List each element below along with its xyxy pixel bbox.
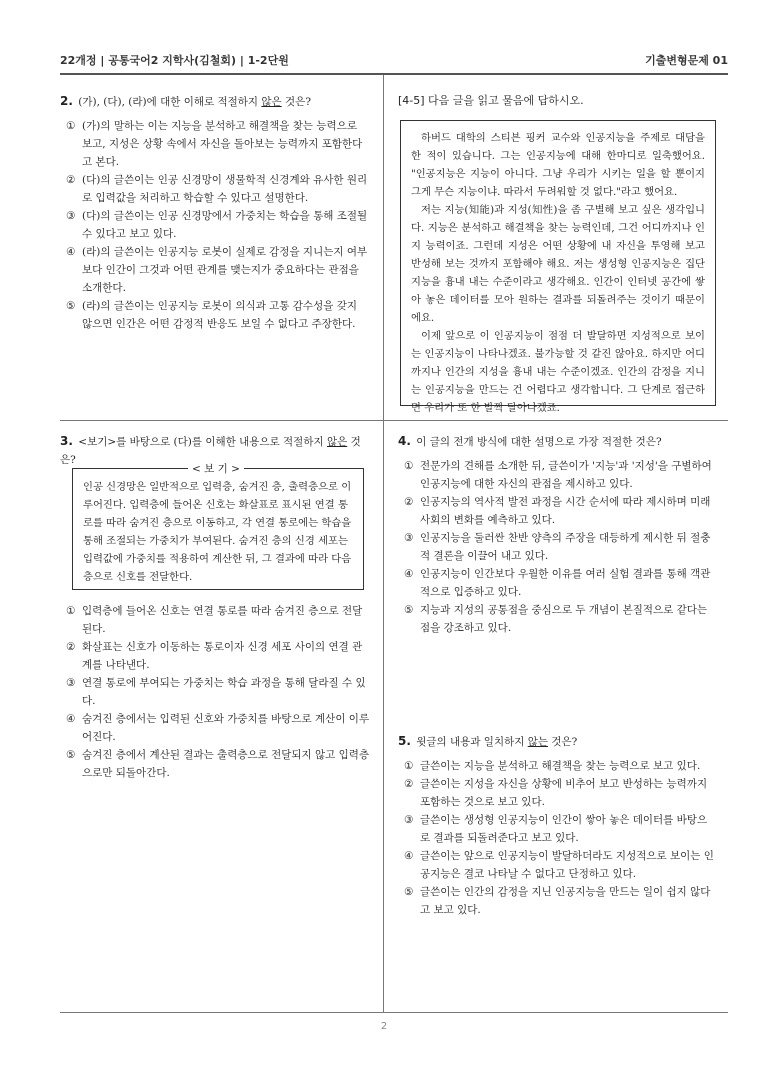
question-number: 4. xyxy=(398,434,411,448)
choice-text: (라)의 글쓴이는 인공지능 로봇이 실제로 감정을 지니는지 여부보다 인간이 그것과 어떤 관계를 맺는지가 중요하다는 관점을 소개한다. xyxy=(82,246,368,294)
answer-choice[interactable] xyxy=(398,757,716,775)
passage-paragraph: 이제 앞으로 이 인공지능이 점점 더 발달하면 지성적으로 보이는 인공지능이 나타나겠죠. 불가능할 것 같진 않아요. 하지만 어디까지나 인간의 지성을 흉내 내는 수준이겠죠. 인간의 감정을 지니는 인공지능을 만드는 건 어렵다고 생각합니다. 그 단계로 접근하면 우리가 또 한 발짝 달아나겠죠. xyxy=(411,330,705,414)
row-divider xyxy=(60,420,728,421)
answer-choice[interactable] xyxy=(398,811,716,847)
answer-choice[interactable] xyxy=(60,602,370,638)
question-number: 5. xyxy=(398,734,411,748)
choice-list xyxy=(398,757,716,919)
choice-number: ① xyxy=(404,760,414,772)
choice-list xyxy=(398,457,716,637)
question-number: 3. xyxy=(60,434,73,448)
choice-text: 인공지능의 역사적 발전 과정을 시간 순서에 따라 제시하며 미래 사회의 변화를 예측하고 있다. xyxy=(420,496,711,526)
choice-number: ⑤ xyxy=(404,604,414,616)
header-title: 기출변형문제 01 xyxy=(645,54,728,67)
choice-text: 글쓴이는 인간의 감정을 지닌 인공지능을 만드는 일이 쉽지 않다고 보고 있다. xyxy=(420,886,711,916)
question-3-choices xyxy=(60,602,370,782)
page-number: 2 xyxy=(380,1021,388,1032)
choice-number: ② xyxy=(404,496,414,508)
footer-rule xyxy=(60,1012,728,1013)
reading-passage xyxy=(400,120,716,414)
passage-intro: [4-5] 다음 글을 읽고 물음에 답하시오. xyxy=(398,94,584,107)
choice-list xyxy=(60,602,370,782)
choice-number: ④ xyxy=(66,713,76,725)
answer-choice[interactable] xyxy=(398,847,716,883)
choice-number: ② xyxy=(66,641,76,653)
choice-number: ① xyxy=(404,460,414,472)
answer-choice[interactable] xyxy=(60,243,370,297)
choice-text: 입력층에 들어온 신호는 연결 통로를 따라 숨겨진 층으로 전달된다. xyxy=(82,605,363,635)
choice-text: 숨겨진 층에서 계산된 결과는 출력층으로 전달되지 않고 입력층으로만 되돌아간다. xyxy=(82,749,370,779)
question-3: 3. <보기>를 바탕으로 (다)를 이해한 내용으로 적절하지 않은 것은? xyxy=(60,434,361,466)
choice-number: ③ xyxy=(66,210,76,222)
bogi-text: 인공 신경망은 일반적으로 입력층, 숨겨진 층, 출력층으로 이루어진다. 입력층에 들어온 신호는 화살표로 표시된 연결 통로를 따라 숨겨진 층으로 이동하고, 각 연결 통로에는 학습을 통해 조절되는 가중치가 부여된다. 숨겨진 층의 신경 세포는 입력값에 가중치를 적용하여 계산한 뒤, 그 결과에 따라 다음 층으로 신호를 전달한다. xyxy=(83,481,352,583)
choice-list xyxy=(60,117,370,333)
passage-paragraph: 하버드 대학의 스티븐 핑커 교수와 인공지능을 주제로 대담을 한 적이 있습니다. 그는 인공지능에 대해 한마디로 일축했어요. "인공지능은 지능이 아니다. 그냥 우리가 시키는 일을 할 뿐이지 그게 무슨 지능이냐. 따라서 두려워할 것 없다."라고 했어요. xyxy=(411,132,705,198)
answer-choice[interactable] xyxy=(398,775,716,811)
choice-text: (다)의 글쓴이는 인공 신경망이 생물학적 신경계와 유사한 원리로 입력값을 처리하고 학습할 수 있다고 설명한다. xyxy=(82,174,368,204)
choice-text: 화살표는 신호가 이동하는 통로이자 신경 세포 사이의 연결 관계를 나타낸다. xyxy=(82,641,363,671)
choice-text: (다)의 글쓴이는 인공 신경망에서 가중치는 학습을 통해 조절될 수 있다고 보고 있다. xyxy=(82,210,368,240)
choice-text: (가)의 말하는 이는 지능을 분석하고 해결책을 찾는 능력으로 보고, 지성은 상황 속에서 자신을 돌아보는 능력까지 포함한다고 본다. xyxy=(82,120,363,168)
bogi-box xyxy=(72,463,364,590)
choice-text: 숨겨진 층에서는 입력된 신호와 가중치를 바탕으로 계산이 이루어진다. xyxy=(82,713,370,743)
passage-paragraph: 저는 지능(知能)과 지성(知性)을 좀 구별해 보고 싶은 생각입니다. 지능은 분석하고 해결책을 찾는 능력인데, 그건 어디까지나 인지 능력이죠. 그런데 지성은 어떤 상황에 내 자신을 투영해 보고 반성해 보는 것까지 포함해야 해요. 저는 생성형 인공지능은 집단 지능을 흉내 내는 수준이라고 생각해요. 인간이 인터넷 공간에 쌓아 놓은 데이터를 모아 원하는 결과를 되돌려주는 것이기 때문이에요. xyxy=(411,204,705,324)
choice-text: 인공지능이 인간보다 우월한 이유를 여러 실험 결과를 통해 객관적으로 입증하고 있다. xyxy=(420,568,711,598)
answer-choice[interactable] xyxy=(398,601,716,637)
choice-number: ② xyxy=(66,174,76,186)
header-course: 22개정 | 공통국어2 지학사(김철회) | 1-2단원 xyxy=(60,54,289,67)
choice-number: ① xyxy=(66,605,76,617)
choice-number: ① xyxy=(66,120,76,132)
choice-number: ② xyxy=(404,778,414,790)
choice-number: ③ xyxy=(404,814,414,826)
answer-choice[interactable] xyxy=(60,171,370,207)
choice-number: ④ xyxy=(66,246,76,258)
answer-choice[interactable] xyxy=(60,638,370,674)
answer-choice[interactable] xyxy=(398,565,716,601)
question-5: 5. 윗글의 내용과 일치하지 않는 것은? ① 글쓴이는 지능을 분석하고 해결책을 찾는 능력으로 보고 있다. ② 글쓴이는 지성을 자신을 상황에 비추어 보고 반성하는 능력까지 포함하는 것으로 보고 있다. ③ 글쓴이는 생성형 인공지능이 인간이 쌓아 놓은 데이터를 바탕으로 결과를 되돌려준다고 보고 있다. ④ 글쓴이는 앞으로 인공지능이 발달하더라도 지성적으로 보이는 인공지능은 결코 나타날 수 없다고 단정하고 있다. ⑤ 글쓴이는 인간의 감정을 지닌 인공지능을 만드는 일이 쉽지 않다고 보고 있다. xyxy=(398,732,716,919)
choice-number: ④ xyxy=(404,568,414,580)
choice-text: 글쓴이는 앞으로 인공지능이 발달하더라도 지성적으로 보이는 인공지능은 결코 나타날 수 없다고 단정하고 있다. xyxy=(420,850,714,880)
answer-choice[interactable] xyxy=(398,493,716,529)
question-2: 2. (가), (다), (라)에 대한 이해로 적절하지 않은 것은? ① (가)의 말하는 이는 지능을 분석하고 해결책을 찾는 능력으로 보고, 지성은 상황 속에서 자신을 돌아보는 능력까지 포함한다고 본다. ② (다)의 글쓴이는 인공 신경망이 생물학적 신경계와 유사한 원리로 입력값을 처리하고 학습할 수 있다고 설명한다. ③ (다)의 글쓴이는 인공 신경망에서 가중치는 학습을 통해 조절될 수 있다고 보고 있다. ④ (라)의 글쓴이는 인공지능 로봇이 실제로 감정을 지니는지 여부보다 인간이 그것과 어떤 관계를 맺는지가 중요하다는 관점을 소개한다. ⑤ (라)의 글쓴이는 인공지능 로봇이 의식과 고통 감수성을 갖지 않으면 인간은 어떤 감정적 반응도 보일 수 없다고 주장한다. xyxy=(60,92,370,333)
choice-number: ③ xyxy=(404,532,414,544)
bogi-title: < 보 기 > xyxy=(188,460,244,478)
choice-text: (라)의 글쓴이는 인공지능 로봇이 의식과 고통 감수성을 갖지 않으면 인간은 어떤 감정적 반응도 보일 수 없다고 주장한다. xyxy=(82,300,357,330)
answer-choice[interactable] xyxy=(60,117,370,171)
answer-choice[interactable] xyxy=(398,883,716,919)
choice-number: ⑤ xyxy=(66,749,76,761)
answer-choice[interactable] xyxy=(60,297,370,333)
page-header xyxy=(60,52,728,70)
answer-choice[interactable] xyxy=(60,710,370,746)
choice-text: 글쓴이는 생성형 인공지능이 인간이 쌓아 놓은 데이터를 바탕으로 결과를 되돌려준다고 보고 있다. xyxy=(420,814,708,844)
question-4: 4. 이 글의 전개 방식에 대한 설명으로 가장 적절한 것은? ① 전문가의 견해를 소개한 뒤, 글쓴이가 '지능'과 '지성'을 구별하여 인공지능에 대한 자신의 관점을 제시하고 있다. ② 인공지능의 역사적 발전 과정을 시간 순서에 따라 제시하며 미래 사회의 변화를 예측하고 있다. ③ 인공지능을 둘러싼 찬반 양측의 주장을 대등하게 제시한 뒤 절충적 결론을 이끌어 내고 있다. ④ 인공지능이 인간보다 우월한 이유를 여러 실험 결과를 통해 객관적으로 입증하고 있다. ⑤ 지능과 지성의 공통점을 중심으로 두 개념이 본질적으로 같다는 점을 강조하고 있다. xyxy=(398,432,716,637)
choice-text: 글쓴이는 지성을 자신을 상황에 비추어 보고 반성하는 능력까지 포함하는 것으로 보고 있다. xyxy=(420,778,708,808)
answer-choice[interactable] xyxy=(398,529,716,565)
choice-text: 글쓴이는 지능을 분석하고 해결책을 찾는 능력으로 보고 있다. xyxy=(420,760,701,772)
choice-number: ⑤ xyxy=(66,300,76,312)
header-rule xyxy=(60,73,728,75)
choice-number: ④ xyxy=(404,850,414,862)
choice-text: 지능과 지성의 공통점을 중심으로 두 개념이 본질적으로 같다는 점을 강조하고 있다. xyxy=(420,604,708,634)
choice-text: 인공지능을 둘러싼 찬반 양측의 주장을 대등하게 제시한 뒤 절충적 결론을 이끌어 내고 있다. xyxy=(420,532,711,562)
answer-choice[interactable] xyxy=(398,457,716,493)
answer-choice[interactable] xyxy=(60,207,370,243)
question-number: 2. xyxy=(60,94,73,108)
choice-number: ⑤ xyxy=(404,886,414,898)
choice-number: ③ xyxy=(66,677,76,689)
choice-text: 전문가의 견해를 소개한 뒤, 글쓴이가 '지능'과 '지성'을 구별하여 인공지능에 대한 자신의 관점을 제시하고 있다. xyxy=(420,460,712,490)
choice-text: 연결 통로에 부여되는 가중치는 학습 과정을 통해 달라질 수 있다. xyxy=(82,677,366,707)
column-divider xyxy=(383,75,384,1012)
answer-choice[interactable] xyxy=(60,746,370,782)
answer-choice[interactable] xyxy=(60,674,370,710)
